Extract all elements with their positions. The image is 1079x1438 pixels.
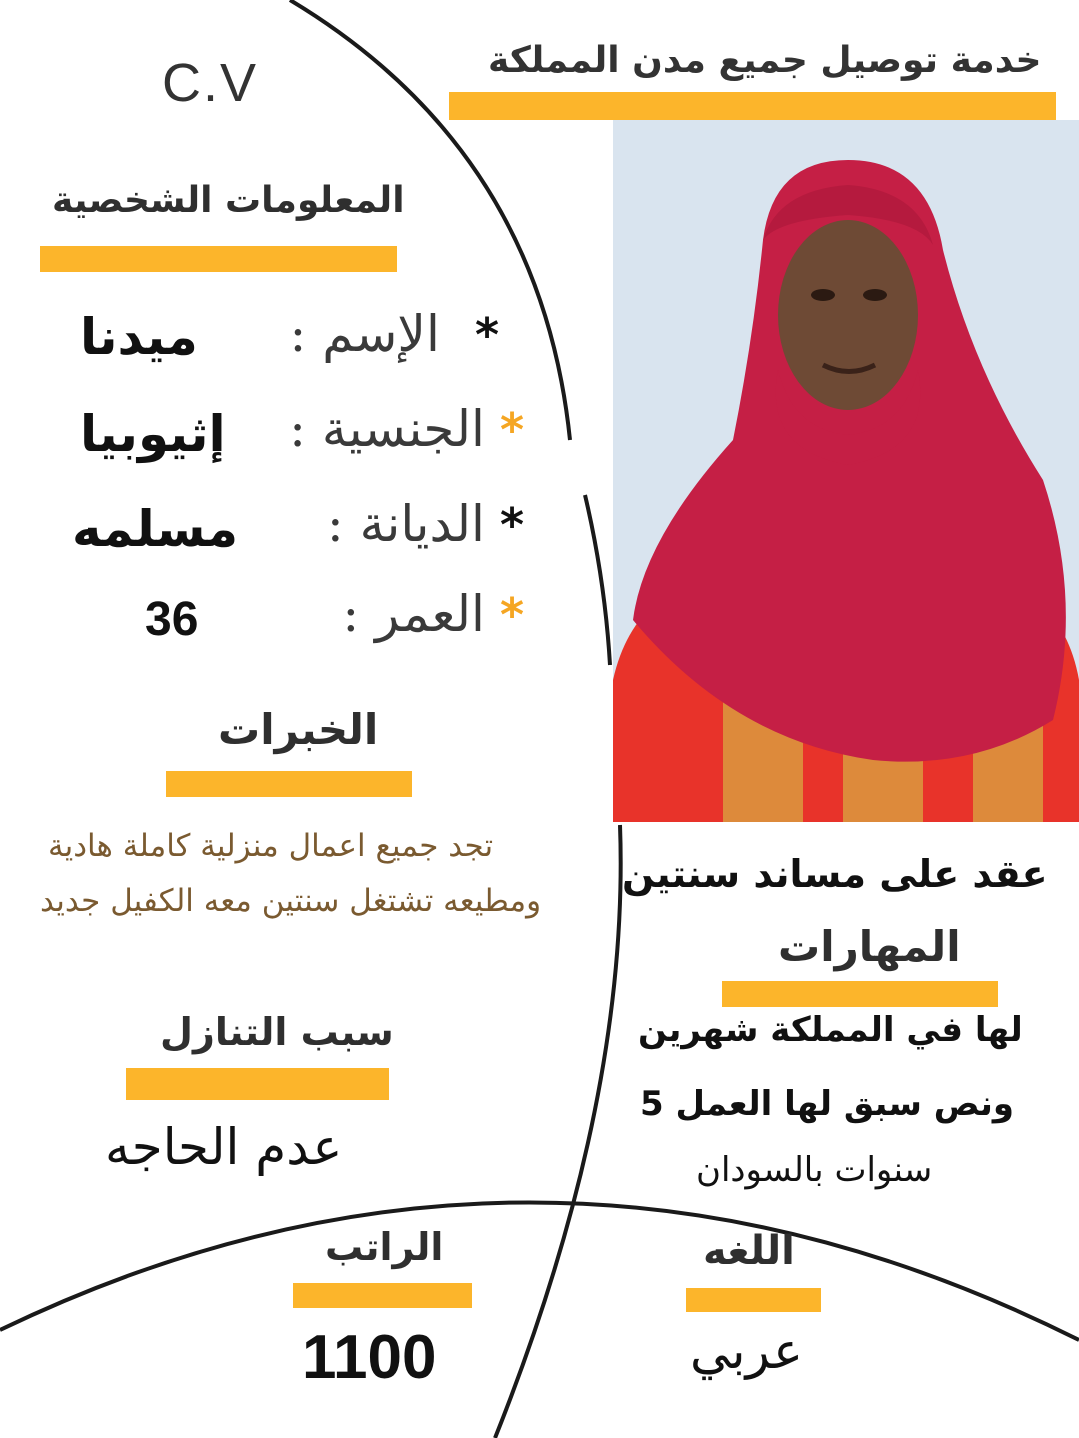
person-photo xyxy=(613,120,1079,822)
bullet-star: * xyxy=(499,403,524,457)
nationality-value: إثيوبيا xyxy=(80,405,226,463)
nationality-row xyxy=(289,400,524,458)
skills-line-1: لها في المملكة شهرين xyxy=(638,1010,1023,1050)
experience-line-1: تجد جميع اعمال منزلية كاملة هادية xyxy=(48,828,494,864)
personal-info-title: المعلومات الشخصية xyxy=(52,180,405,221)
tagline-underline xyxy=(449,92,1056,120)
religion-row xyxy=(327,495,524,553)
experience-title: الخبرات xyxy=(218,705,379,754)
salary-value: 1100 xyxy=(302,1323,437,1392)
skills-line-2: ونص سبق لها العمل 5 xyxy=(640,1084,1014,1124)
salary-title: الراتب xyxy=(325,1225,444,1269)
skills-title: المهارات xyxy=(778,922,961,971)
bullet-star: * xyxy=(499,588,524,642)
name-label: الإسم : xyxy=(289,305,440,363)
age-label: العمر : xyxy=(342,585,485,643)
cv-title: C.V xyxy=(162,53,259,113)
waiver-reason-underline xyxy=(126,1068,389,1100)
person-photo-icon xyxy=(613,120,1079,822)
age-row xyxy=(342,585,524,643)
skills-underline xyxy=(722,981,998,1007)
waiver-reason-value: عدم الحاجه xyxy=(105,1118,343,1176)
age-value: 36 xyxy=(145,593,199,646)
nationality-label: الجنسية : xyxy=(289,400,485,458)
salary-underline xyxy=(293,1283,472,1308)
bullet-star: * xyxy=(499,498,524,552)
experience-underline xyxy=(166,771,412,797)
arc-segment xyxy=(585,495,610,665)
contract-text: عقد على مساند سنتين xyxy=(622,852,1048,896)
bullet-star: * xyxy=(474,308,499,362)
name-value: ميدنا xyxy=(80,308,198,366)
religion-label: الديانة : xyxy=(326,495,485,553)
skills-line-3: سنوات بالسودان xyxy=(696,1150,933,1190)
language-value: عربي xyxy=(690,1322,804,1380)
waiver-reason-title: سبب التنازل xyxy=(160,1010,394,1054)
language-underline xyxy=(686,1288,821,1312)
service-tagline: خدمة توصيل جميع مدن المملكة xyxy=(488,40,1042,81)
experience-line-2: ومطيعه تشتغل سنتين معه الكفيل جديد xyxy=(40,883,542,919)
religion-value: مسلمه xyxy=(72,500,239,558)
personal-info-underline xyxy=(40,246,397,272)
language-title: اللغه xyxy=(703,1228,795,1274)
name-row xyxy=(290,305,499,363)
